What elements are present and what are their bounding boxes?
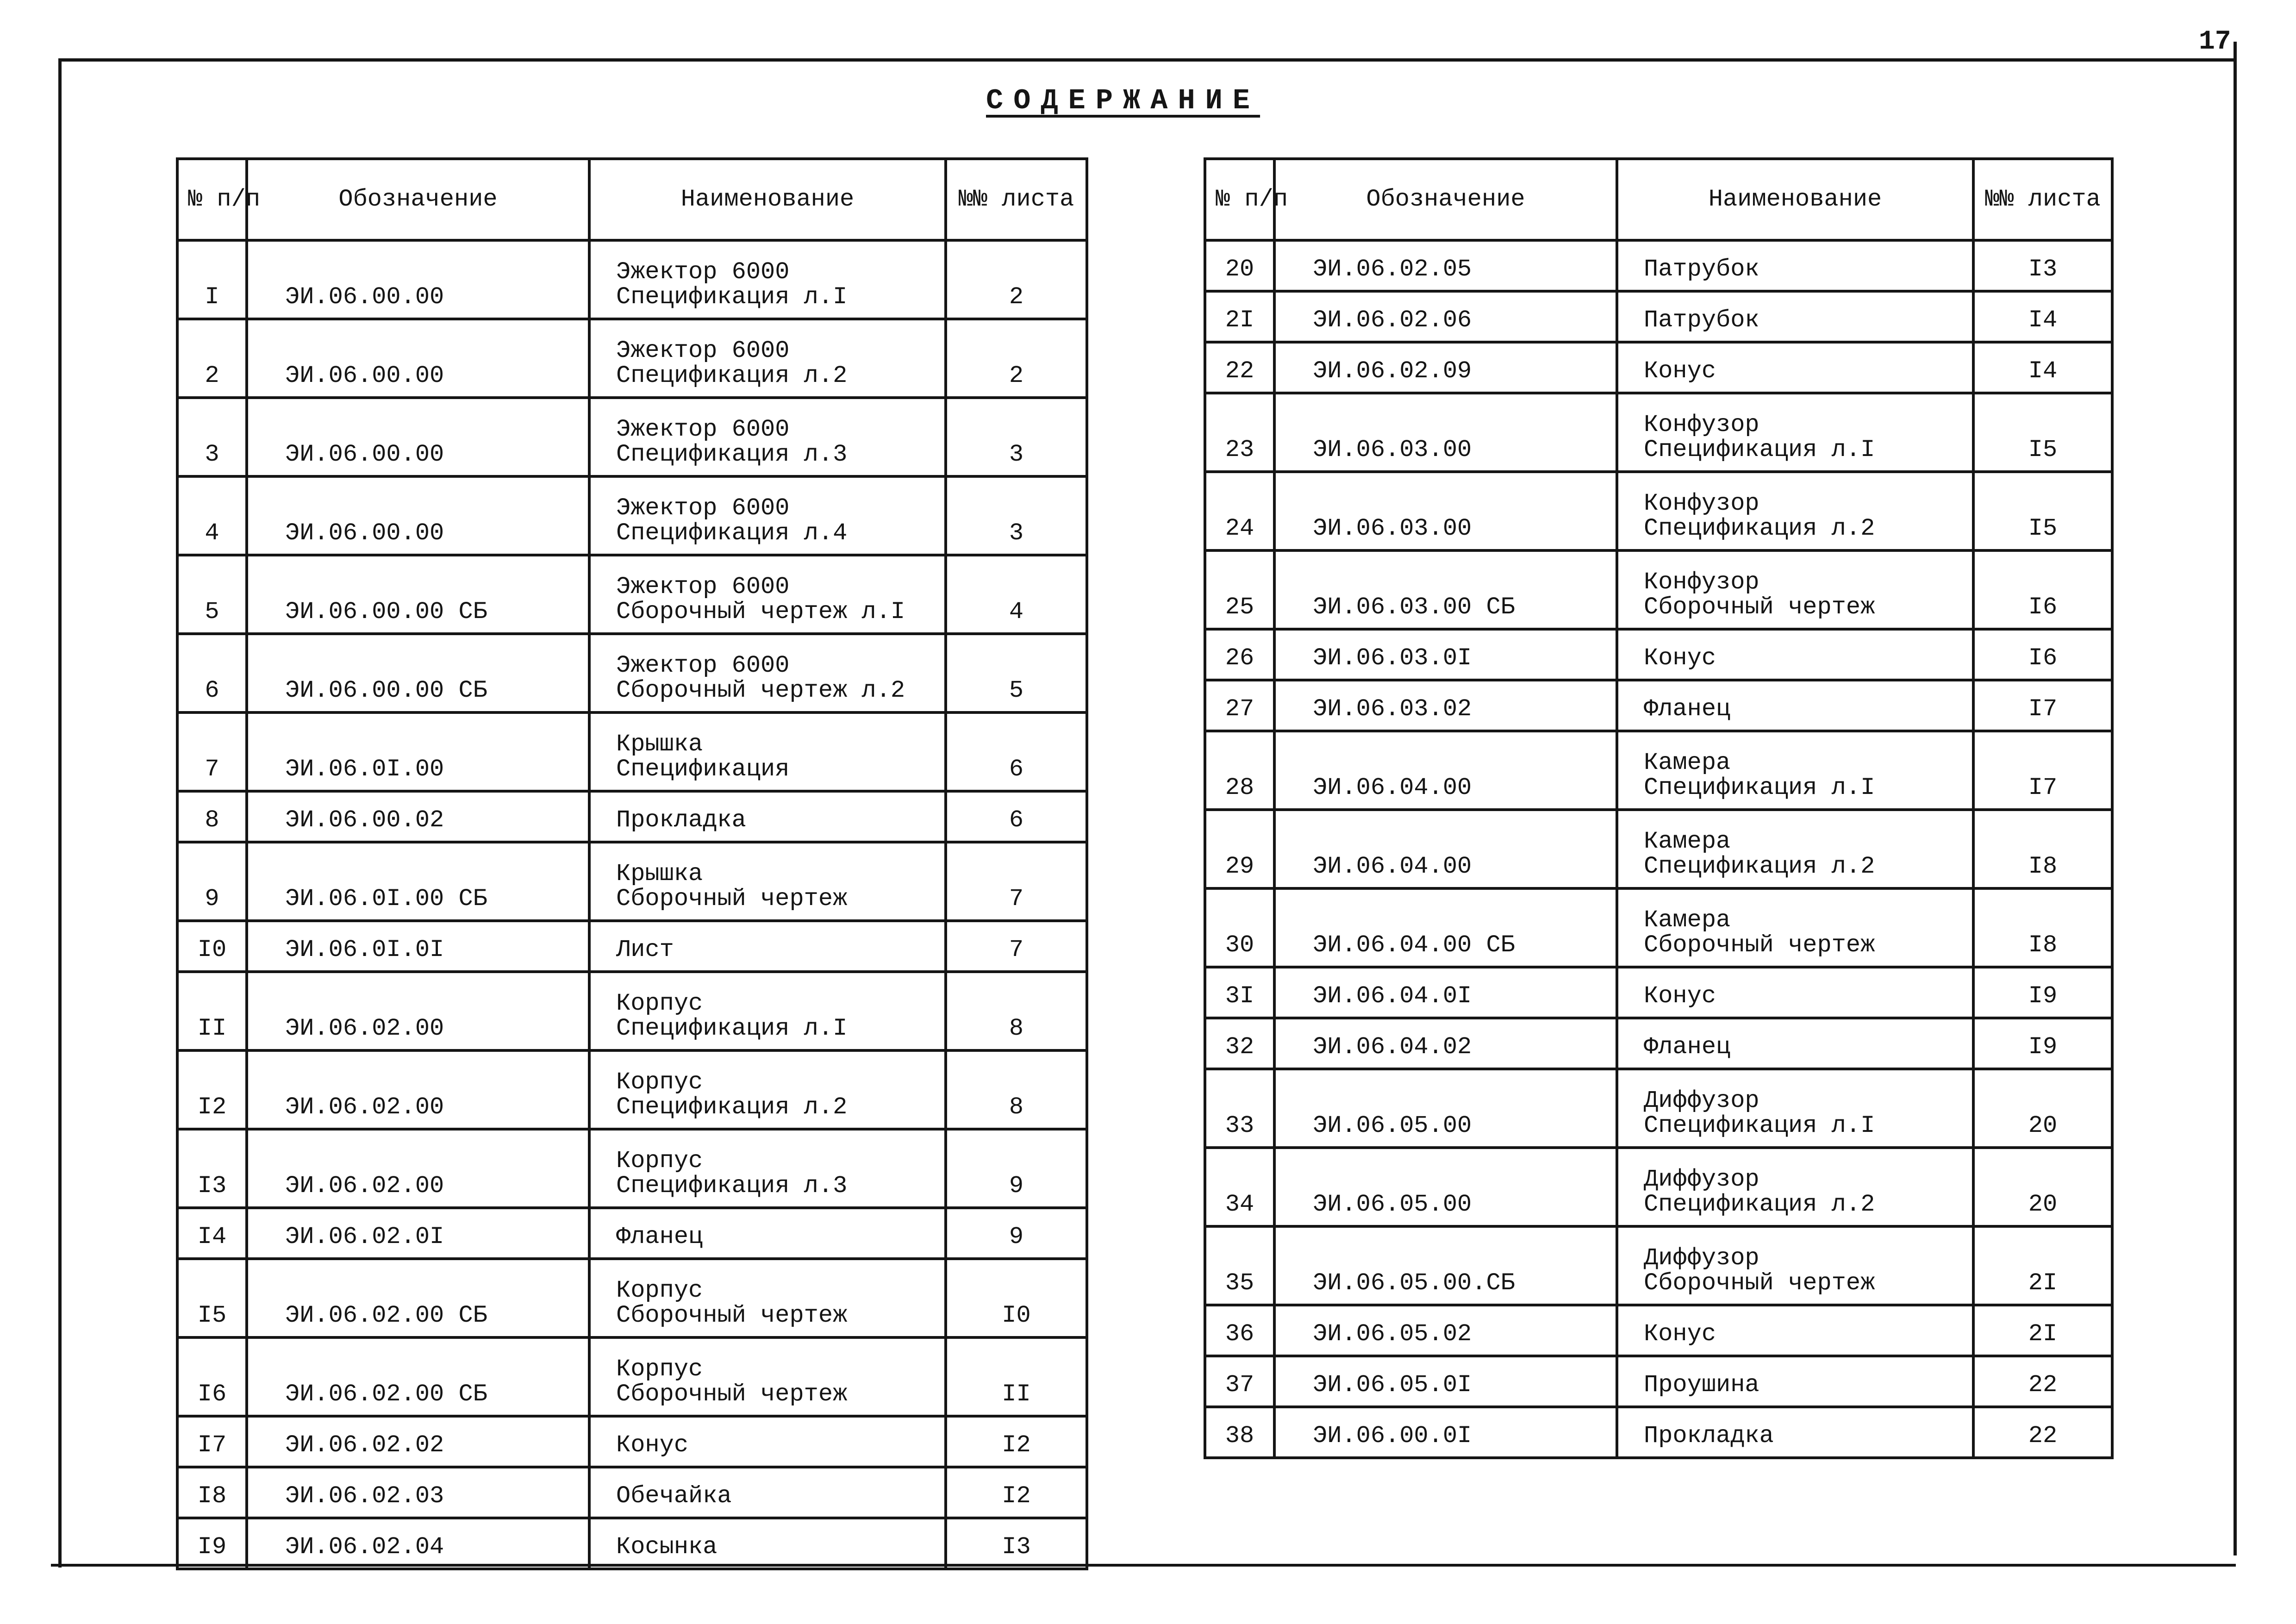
row-name: [589, 240, 946, 319]
table-row: [177, 791, 1087, 842]
row-name: [1617, 1305, 1973, 1356]
row-sheet-number: I2: [946, 1467, 1087, 1518]
row-designation: ЭИ.06.05.00: [1274, 1148, 1617, 1226]
row-sheet-number: I6: [1973, 629, 2112, 680]
row-designation: ЭИ.06.04.00: [1274, 810, 1617, 888]
row-number: 25: [1205, 550, 1274, 629]
table-row: [177, 1518, 1087, 1569]
row-number: 24: [1205, 472, 1274, 550]
row-name: [1617, 1148, 1973, 1226]
table-row: [1205, 967, 2112, 1018]
row-name-line: Корпус: [616, 1147, 703, 1174]
table-row: [177, 1129, 1087, 1208]
row-designation: ЭИ.06.00.00: [247, 319, 589, 398]
row-name-line: Корпус: [616, 1355, 703, 1383]
row-name: [589, 1337, 946, 1416]
row-name: [1617, 1407, 1973, 1458]
table-row: [1205, 1148, 2112, 1226]
row-number: I3: [177, 1129, 247, 1208]
row-number: 5: [177, 555, 247, 634]
row-designation: ЭИ.06.02.02: [247, 1416, 589, 1467]
row-designation: ЭИ.06.02.0I: [247, 1208, 589, 1259]
row-name-line: Камера: [1644, 749, 1731, 776]
row-name-line: Сборочный чертеж: [616, 1380, 848, 1408]
row-name-line: Спецификация: [616, 756, 790, 783]
table-row: [177, 1259, 1087, 1337]
row-name-line: Корпус: [616, 1068, 703, 1096]
row-designation: ЭИ.06.00.00 СБ: [247, 555, 589, 634]
table-row: [1205, 472, 2112, 550]
page-number: 17: [2199, 27, 2231, 57]
row-designation: ЭИ.06.02.05: [1274, 240, 1617, 291]
row-number: 2I: [1205, 291, 1274, 342]
row-designation: ЭИ.06.04.02: [1274, 1018, 1617, 1069]
row-sheet-number: 2: [946, 319, 1087, 398]
row-number: 9: [177, 842, 247, 921]
row-designation: ЭИ.06.03.00 СБ: [1274, 550, 1617, 629]
frame-left-line: [58, 58, 62, 1568]
row-name: [589, 1129, 946, 1208]
row-sheet-number: 9: [946, 1129, 1087, 1208]
row-designation: ЭИ.06.02.04: [247, 1518, 589, 1569]
row-name-line: Камера: [1644, 827, 1731, 855]
row-sheet-number: 6: [946, 791, 1087, 842]
header-number: № п/п: [177, 159, 247, 240]
row-sheet-number: 2: [946, 240, 1087, 319]
row-name-line: Сборочный чертеж: [1644, 1269, 1875, 1297]
row-name: [589, 398, 946, 476]
row-name-line: Крышка: [616, 860, 703, 887]
row-number: 6: [177, 634, 247, 712]
row-sheet-number: 3: [946, 476, 1087, 555]
table-row: [1205, 240, 2112, 291]
row-designation: ЭИ.06.04.0I: [1274, 967, 1617, 1018]
table-row: [1205, 393, 2112, 472]
table-row: [177, 1208, 1087, 1259]
row-number: 26: [1205, 629, 1274, 680]
row-number: 3: [177, 398, 247, 476]
table-row: [1205, 810, 2112, 888]
row-name-line: Сборочный чертеж л.2: [616, 677, 905, 705]
row-name-line: Спецификация л.3: [616, 1172, 848, 1200]
table-row: [1205, 1356, 2112, 1407]
row-number: I6: [177, 1337, 247, 1416]
row-designation: ЭИ.06.05.0I: [1274, 1356, 1617, 1407]
row-number: 20: [1205, 240, 1274, 291]
header-sheet: №№ листа: [946, 159, 1087, 240]
row-name: [1617, 1356, 1973, 1407]
row-sheet-number: 20: [1973, 1069, 2112, 1148]
row-name-line: Сборочный чертеж: [1644, 931, 1875, 959]
row-designation: ЭИ.06.00.00: [247, 476, 589, 555]
row-name: [589, 1467, 946, 1518]
row-name-line: Эжектор 6000: [616, 494, 790, 522]
row-designation: ЭИ.06.05.02: [1274, 1305, 1617, 1356]
row-designation: ЭИ.06.0I.00: [247, 712, 589, 791]
row-designation: ЭИ.06.02.00: [247, 1050, 589, 1129]
row-sheet-number: I5: [1973, 472, 2112, 550]
row-sheet-number: 22: [1973, 1356, 2112, 1407]
table-row: [177, 240, 1087, 319]
row-designation: ЭИ.06.00.02: [247, 791, 589, 842]
row-designation: ЭИ.06.02.03: [247, 1467, 589, 1518]
table-row: [177, 712, 1087, 791]
row-number: 7: [177, 712, 247, 791]
row-number: 29: [1205, 810, 1274, 888]
row-name: [1617, 240, 1973, 291]
row-name-line: Сборочный чертеж: [1644, 593, 1875, 621]
row-number: 3I: [1205, 967, 1274, 1018]
row-number: 2: [177, 319, 247, 398]
row-sheet-number: I4: [1973, 291, 2112, 342]
row-name-line: Обечайка: [616, 1482, 732, 1510]
row-designation: ЭИ.06.00.00: [247, 240, 589, 319]
row-designation: ЭИ.06.02.00: [247, 972, 589, 1050]
table-row: [177, 842, 1087, 921]
table-row: [1205, 1018, 2112, 1069]
row-sheet-number: II: [946, 1337, 1087, 1416]
row-name-line: Камера: [1644, 906, 1731, 934]
row-designation: ЭИ.06.03.0I: [1274, 629, 1617, 680]
row-sheet-number: 9: [946, 1208, 1087, 1259]
row-number: I: [177, 240, 247, 319]
row-sheet-number: 7: [946, 842, 1087, 921]
row-number: I0: [177, 921, 247, 972]
row-number: 8: [177, 791, 247, 842]
row-name: [589, 319, 946, 398]
row-name-line: Спецификация л.4: [616, 519, 848, 547]
row-name-line: Диффузор: [1644, 1244, 1759, 1272]
row-designation: ЭИ.06.00.0I: [1274, 1407, 1617, 1458]
row-name-line: Фланец: [1644, 1033, 1731, 1061]
row-name: [589, 921, 946, 972]
row-sheet-number: 3: [946, 398, 1087, 476]
table-row: [177, 972, 1087, 1050]
row-name: [1617, 291, 1973, 342]
row-name-line: Конус: [1644, 357, 1716, 385]
row-name: [1617, 342, 1973, 393]
row-number: 32: [1205, 1018, 1274, 1069]
table-row: [177, 476, 1087, 555]
header-designation: Обозначение: [1274, 159, 1617, 240]
row-name-line: Лист: [616, 936, 674, 964]
table-row: [1205, 1226, 2112, 1305]
table-row: [177, 319, 1087, 398]
row-sheet-number: 8: [946, 972, 1087, 1050]
row-number: I5: [177, 1259, 247, 1337]
row-name: [1617, 472, 1973, 550]
row-designation: ЭИ.06.04.00: [1274, 731, 1617, 810]
table-row: [1205, 342, 2112, 393]
table-row: [1205, 888, 2112, 967]
table-row: [177, 1050, 1087, 1129]
table-row: [1205, 291, 2112, 342]
row-name-line: Крышка: [616, 730, 703, 758]
row-name-line: Эжектор 6000: [616, 651, 790, 679]
row-number: I9: [177, 1518, 247, 1569]
row-name-line: Конфузор: [1644, 489, 1759, 517]
table-row: [1205, 550, 2112, 629]
row-name: [1617, 810, 1973, 888]
row-name-line: Фланец: [1644, 695, 1731, 723]
row-sheet-number: 2I: [1973, 1226, 2112, 1305]
table-row: [1205, 629, 2112, 680]
row-name-line: Спецификация л.2: [1644, 515, 1875, 543]
row-sheet-number: I8: [1973, 888, 2112, 967]
row-name-line: Корпус: [616, 989, 703, 1017]
row-name-line: Спецификация л.2: [1644, 1191, 1875, 1218]
row-designation: ЭИ.06.02.06: [1274, 291, 1617, 342]
row-number: I4: [177, 1208, 247, 1259]
row-sheet-number: I5: [1973, 393, 2112, 472]
row-number: 4: [177, 476, 247, 555]
row-name-line: Эжектор 6000: [616, 258, 790, 286]
contents-table-right: [1204, 157, 2114, 1459]
row-designation: ЭИ.06.02.00 СБ: [247, 1337, 589, 1416]
row-name-line: Конфузор: [1644, 411, 1759, 438]
row-name-line: Спецификация л.I: [1644, 774, 1875, 802]
row-name: [589, 634, 946, 712]
row-name-line: Спецификация л.I: [1644, 1112, 1875, 1140]
row-name-line: Фланец: [616, 1223, 703, 1251]
row-name-line: Диффузор: [1644, 1165, 1759, 1193]
row-name-line: Прокладка: [616, 806, 746, 834]
document-title: СОДЕРЖАНИЕ: [986, 84, 1260, 117]
contents-left-body: [177, 240, 1087, 1569]
row-name: [1617, 967, 1973, 1018]
contents-right-body: [1205, 240, 2112, 1458]
row-name-line: Конус: [616, 1431, 689, 1459]
row-number: 34: [1205, 1148, 1274, 1226]
row-name-line: Конус: [1644, 644, 1716, 672]
row-designation: ЭИ.06.04.00 СБ: [1274, 888, 1617, 967]
row-name-line: Конус: [1644, 982, 1716, 1010]
row-name-line: Спецификация л.2: [616, 362, 848, 390]
row-number: 23: [1205, 393, 1274, 472]
row-number: I2: [177, 1050, 247, 1129]
table-row: [1205, 1407, 2112, 1458]
row-sheet-number: I6: [1973, 550, 2112, 629]
row-sheet-number: 4: [946, 555, 1087, 634]
row-designation: ЭИ.06.03.00: [1274, 393, 1617, 472]
row-name: [589, 1259, 946, 1337]
row-sheet-number: 6: [946, 712, 1087, 791]
table-row: [177, 1467, 1087, 1518]
row-designation: ЭИ.06.03.00: [1274, 472, 1617, 550]
table-header-row: [177, 159, 1087, 240]
row-name-line: Спецификация л.I: [616, 283, 848, 311]
row-number: 30: [1205, 888, 1274, 967]
row-name-line: Конфузор: [1644, 568, 1759, 596]
row-name-line: Сборочный чертеж: [616, 885, 848, 913]
row-name-line: Диффузор: [1644, 1087, 1759, 1114]
table-row: [177, 921, 1087, 972]
table-row: [1205, 680, 2112, 731]
table-row: [177, 634, 1087, 712]
row-name: [1617, 629, 1973, 680]
row-designation: ЭИ.06.02.09: [1274, 342, 1617, 393]
row-name: [1617, 1069, 1973, 1148]
row-number: I8: [177, 1467, 247, 1518]
row-number: II: [177, 972, 247, 1050]
table-header-row: [1205, 159, 2112, 240]
row-designation: ЭИ.06.05.00: [1274, 1069, 1617, 1148]
header-designation: Обозначение: [247, 159, 589, 240]
row-name-line: Эжектор 6000: [616, 573, 790, 600]
table-row: [1205, 731, 2112, 810]
row-name-line: Спецификация л.2: [616, 1093, 848, 1121]
row-sheet-number: I3: [1973, 240, 2112, 291]
table-row: [1205, 1069, 2112, 1148]
row-sheet-number: I4: [1973, 342, 2112, 393]
row-name: [589, 555, 946, 634]
row-number: I7: [177, 1416, 247, 1467]
row-name-line: Сборочный чертеж: [616, 1302, 848, 1330]
row-name-line: Прокладка: [1644, 1422, 1774, 1450]
row-designation: ЭИ.06.00.00: [247, 398, 589, 476]
row-number: 38: [1205, 1407, 1274, 1458]
row-number: 36: [1205, 1305, 1274, 1356]
row-sheet-number: I9: [1973, 1018, 2112, 1069]
row-name-line: Патрубок: [1644, 256, 1759, 283]
row-sheet-number: I0: [946, 1259, 1087, 1337]
row-sheet-number: 8: [946, 1050, 1087, 1129]
row-name: [1617, 680, 1973, 731]
row-name: [1617, 1226, 1973, 1305]
row-sheet-number: I7: [1973, 680, 2112, 731]
row-name-line: Эжектор 6000: [616, 415, 790, 443]
table-row: [177, 398, 1087, 476]
row-name: [1617, 731, 1973, 810]
contents-table-left: [176, 157, 1088, 1570]
row-sheet-number: 2I: [1973, 1305, 2112, 1356]
row-sheet-number: I8: [1973, 810, 2112, 888]
row-sheet-number: 7: [946, 921, 1087, 972]
row-name-line: Корпус: [616, 1276, 703, 1304]
table-row: [177, 1337, 1087, 1416]
row-name: [589, 1416, 946, 1467]
row-name: [589, 1518, 946, 1569]
row-name-line: Эжектор 6000: [616, 337, 790, 364]
table-row: [177, 555, 1087, 634]
row-name: [589, 842, 946, 921]
row-number: 28: [1205, 731, 1274, 810]
row-name: [1617, 888, 1973, 967]
row-sheet-number: 5: [946, 634, 1087, 712]
header-name: Наименование: [589, 159, 946, 240]
row-designation: ЭИ.06.03.02: [1274, 680, 1617, 731]
row-sheet-number: I3: [946, 1518, 1087, 1569]
row-sheet-number: I2: [946, 1416, 1087, 1467]
row-number: 27: [1205, 680, 1274, 731]
row-name: [1617, 550, 1973, 629]
row-name: [1617, 1018, 1973, 1069]
row-name: [1617, 393, 1973, 472]
row-name-line: Спецификация л.3: [616, 441, 848, 468]
row-sheet-number: 22: [1973, 1407, 2112, 1458]
table-row: [1205, 1305, 2112, 1356]
row-designation: ЭИ.06.05.00.СБ: [1274, 1226, 1617, 1305]
row-name-line: Спецификация л.I: [616, 1015, 848, 1043]
row-sheet-number: 20: [1973, 1148, 2112, 1226]
row-designation: ЭИ.06.02.00: [247, 1129, 589, 1208]
header-sheet: №№ листа: [1973, 159, 2112, 240]
header-name: Наименование: [1617, 159, 1973, 240]
row-name: [589, 476, 946, 555]
row-designation: ЭИ.06.02.00 СБ: [247, 1259, 589, 1337]
row-sheet-number: I9: [1973, 967, 2112, 1018]
row-name-line: Спецификация л.2: [1644, 853, 1875, 881]
header-number: № п/п: [1205, 159, 1274, 240]
row-number: 35: [1205, 1226, 1274, 1305]
row-name: [589, 712, 946, 791]
row-number: 22: [1205, 342, 1274, 393]
row-designation: ЭИ.06.00.00 СБ: [247, 634, 589, 712]
row-number: 33: [1205, 1069, 1274, 1148]
table-row: [177, 1416, 1087, 1467]
row-name: [589, 1208, 946, 1259]
frame-right-line: [2234, 42, 2237, 1555]
row-name: [589, 791, 946, 842]
row-name-line: Сборочный чертеж л.I: [616, 598, 905, 626]
row-designation: ЭИ.06.0I.00 СБ: [247, 842, 589, 921]
row-name: [589, 972, 946, 1050]
row-designation: ЭИ.06.0I.0I: [247, 921, 589, 972]
row-name: [589, 1050, 946, 1129]
frame-top-line: [59, 58, 2235, 62]
row-name-line: Косынка: [616, 1533, 718, 1561]
row-name-line: Проушина: [1644, 1371, 1759, 1399]
row-name-line: Конус: [1644, 1320, 1716, 1348]
row-name-line: Патрубок: [1644, 306, 1759, 334]
row-number: 37: [1205, 1356, 1274, 1407]
row-sheet-number: I7: [1973, 731, 2112, 810]
row-name-line: Спецификация л.I: [1644, 436, 1875, 464]
